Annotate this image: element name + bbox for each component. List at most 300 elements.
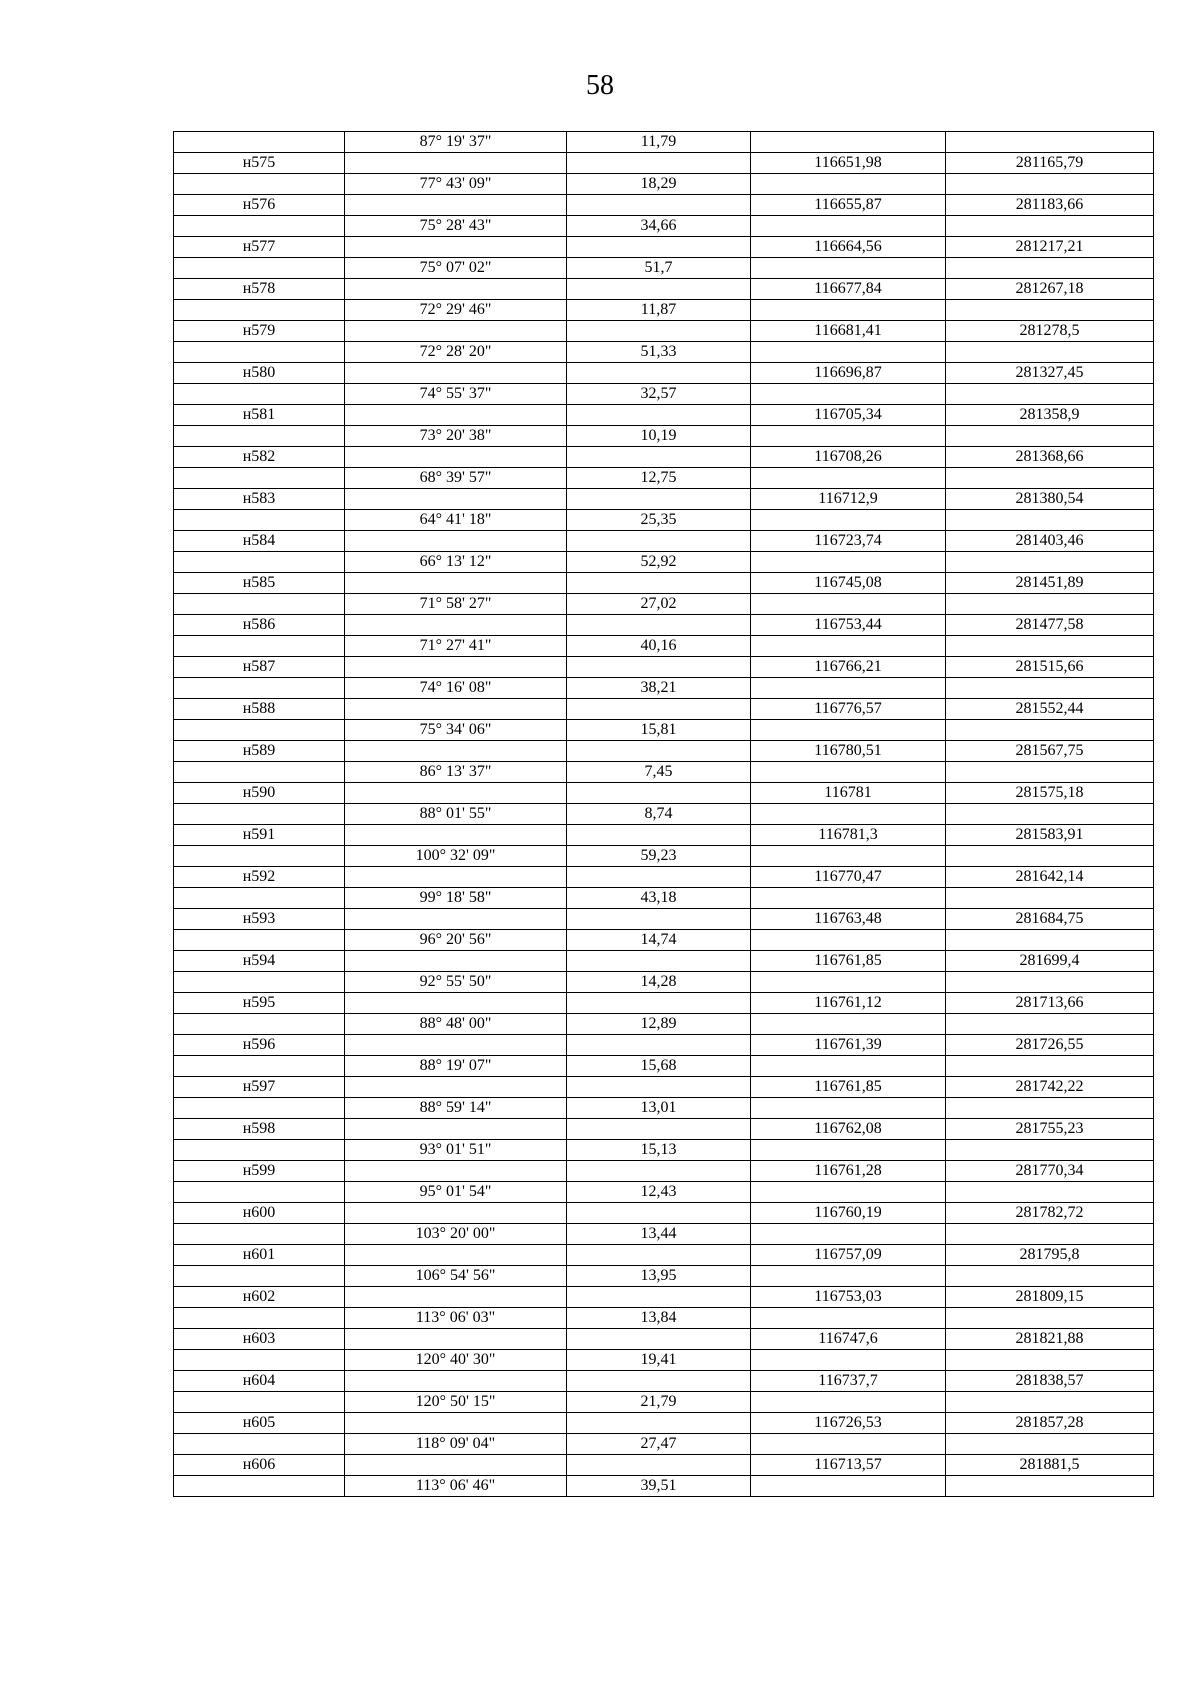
x-coordinate-cell: 116723,74 <box>751 531 946 552</box>
y-coordinate-cell: 281770,34 <box>946 1161 1154 1182</box>
x-coordinate-cell: 116761,39 <box>751 1035 946 1056</box>
point-cell: н589 <box>174 741 345 762</box>
y-coordinate-cell <box>946 552 1154 573</box>
distance-cell: 34,66 <box>567 216 751 237</box>
y-coordinate-cell: 281183,66 <box>946 195 1154 216</box>
point-cell: н604 <box>174 1371 345 1392</box>
table-row <box>174 909 1154 930</box>
point-cell: н592 <box>174 867 345 888</box>
distance-cell: 32,57 <box>567 384 751 405</box>
page-number: 58 <box>586 70 614 101</box>
y-coordinate-cell: 281451,89 <box>946 573 1154 594</box>
y-coordinate-cell: 281583,91 <box>946 825 1154 846</box>
point-cell <box>174 720 345 741</box>
y-coordinate-cell: 281838,57 <box>946 1371 1154 1392</box>
angle-cell: 71° 27' 41" <box>345 636 567 657</box>
x-coordinate-cell: 116780,51 <box>751 741 946 762</box>
point-cell: н599 <box>174 1161 345 1182</box>
table-row <box>174 552 1154 573</box>
x-coordinate-cell <box>751 216 946 237</box>
angle-cell <box>345 909 567 930</box>
distance-cell: 14,28 <box>567 972 751 993</box>
table-row <box>174 825 1154 846</box>
y-coordinate-cell: 281477,58 <box>946 615 1154 636</box>
point-cell <box>174 804 345 825</box>
angle-cell <box>345 153 567 174</box>
angle-cell <box>345 1329 567 1350</box>
distance-cell: 14,74 <box>567 930 751 951</box>
point-cell: н597 <box>174 1077 345 1098</box>
x-coordinate-cell: 116761,85 <box>751 951 946 972</box>
y-coordinate-cell: 281726,55 <box>946 1035 1154 1056</box>
distance-cell: 7,45 <box>567 762 751 783</box>
angle-cell <box>345 1413 567 1434</box>
table-row <box>174 1119 1154 1140</box>
angle-cell <box>345 1035 567 1056</box>
x-coordinate-cell <box>751 384 946 405</box>
y-coordinate-cell <box>946 258 1154 279</box>
x-coordinate-cell <box>751 1308 946 1329</box>
distance-cell <box>567 1119 751 1140</box>
y-coordinate-cell: 281642,14 <box>946 867 1154 888</box>
table-row <box>174 1455 1154 1476</box>
table-row <box>174 1308 1154 1329</box>
table-row <box>174 888 1154 909</box>
x-coordinate-cell <box>751 1476 946 1497</box>
angle-cell: 72° 28' 20" <box>345 342 567 363</box>
table-row <box>174 1329 1154 1350</box>
point-cell: н585 <box>174 573 345 594</box>
table-row <box>174 384 1154 405</box>
angle-cell: 120° 40' 30" <box>345 1350 567 1371</box>
distance-cell: 25,35 <box>567 510 751 531</box>
table-row <box>174 132 1154 153</box>
y-coordinate-cell <box>946 762 1154 783</box>
point-cell: н603 <box>174 1329 345 1350</box>
x-coordinate-cell <box>751 762 946 783</box>
x-coordinate-cell <box>751 804 946 825</box>
distance-cell <box>567 321 751 342</box>
angle-cell <box>345 1203 567 1224</box>
distance-cell: 12,43 <box>567 1182 751 1203</box>
x-coordinate-cell <box>751 1266 946 1287</box>
y-coordinate-cell <box>946 132 1154 153</box>
point-cell: н576 <box>174 195 345 216</box>
angle-cell: 103° 20' 00" <box>345 1224 567 1245</box>
point-cell <box>174 1224 345 1245</box>
x-coordinate-cell <box>751 1140 946 1161</box>
y-coordinate-cell: 281857,28 <box>946 1413 1154 1434</box>
point-cell: н606 <box>174 1455 345 1476</box>
point-cell: н596 <box>174 1035 345 1056</box>
x-coordinate-cell <box>751 678 946 699</box>
x-coordinate-cell: 116781,3 <box>751 825 946 846</box>
distance-cell <box>567 951 751 972</box>
point-cell: н577 <box>174 237 345 258</box>
distance-cell: 11,87 <box>567 300 751 321</box>
distance-cell <box>567 1035 751 1056</box>
y-coordinate-cell <box>946 1266 1154 1287</box>
point-cell <box>174 762 345 783</box>
point-cell: н605 <box>174 1413 345 1434</box>
y-coordinate-cell: 281380,54 <box>946 489 1154 510</box>
point-cell <box>174 972 345 993</box>
point-cell: н582 <box>174 447 345 468</box>
table-row <box>174 1266 1154 1287</box>
angle-cell: 95° 01' 54" <box>345 1182 567 1203</box>
y-coordinate-cell <box>946 594 1154 615</box>
distance-cell <box>567 363 751 384</box>
angle-cell <box>345 1245 567 1266</box>
distance-cell: 15,81 <box>567 720 751 741</box>
x-coordinate-cell <box>751 1434 946 1455</box>
point-cell: н579 <box>174 321 345 342</box>
point-cell: н587 <box>174 657 345 678</box>
point-cell <box>174 1098 345 1119</box>
x-coordinate-cell <box>751 846 946 867</box>
x-coordinate-cell: 116726,53 <box>751 1413 946 1434</box>
table-row <box>174 741 1154 762</box>
point-cell <box>174 1392 345 1413</box>
x-coordinate-cell <box>751 174 946 195</box>
point-cell <box>174 552 345 573</box>
y-coordinate-cell <box>946 636 1154 657</box>
y-coordinate-cell: 281809,15 <box>946 1287 1154 1308</box>
angle-cell: 68° 39' 57" <box>345 468 567 489</box>
distance-cell: 8,74 <box>567 804 751 825</box>
angle-cell <box>345 1119 567 1140</box>
point-cell <box>174 636 345 657</box>
table-row <box>174 1224 1154 1245</box>
point-cell <box>174 1014 345 1035</box>
y-coordinate-cell <box>946 1182 1154 1203</box>
distance-cell: 43,18 <box>567 888 751 909</box>
distance-cell <box>567 237 751 258</box>
table-row <box>174 342 1154 363</box>
table-row <box>174 636 1154 657</box>
y-coordinate-cell: 281552,44 <box>946 699 1154 720</box>
angle-cell: 86° 13' 37" <box>345 762 567 783</box>
y-coordinate-cell <box>946 384 1154 405</box>
angle-cell: 75° 34' 06" <box>345 720 567 741</box>
distance-cell: 27,02 <box>567 594 751 615</box>
y-coordinate-cell <box>946 720 1154 741</box>
y-coordinate-cell: 281782,72 <box>946 1203 1154 1224</box>
table-row <box>174 426 1154 447</box>
x-coordinate-cell: 116713,57 <box>751 1455 946 1476</box>
point-cell <box>174 174 345 195</box>
x-coordinate-cell: 116753,03 <box>751 1287 946 1308</box>
distance-cell: 15,13 <box>567 1140 751 1161</box>
distance-cell <box>567 741 751 762</box>
y-coordinate-cell: 281881,5 <box>946 1455 1154 1476</box>
y-coordinate-cell <box>946 216 1154 237</box>
x-coordinate-cell: 116760,19 <box>751 1203 946 1224</box>
distance-cell: 11,79 <box>567 132 751 153</box>
x-coordinate-cell: 116753,44 <box>751 615 946 636</box>
angle-cell <box>345 951 567 972</box>
table-row <box>174 300 1154 321</box>
distance-cell: 13,44 <box>567 1224 751 1245</box>
point-cell <box>174 1476 345 1497</box>
angle-cell <box>345 741 567 762</box>
point-cell <box>174 468 345 489</box>
distance-cell: 52,92 <box>567 552 751 573</box>
y-coordinate-cell: 281278,5 <box>946 321 1154 342</box>
table-row <box>174 1287 1154 1308</box>
y-coordinate-cell <box>946 510 1154 531</box>
x-coordinate-cell <box>751 552 946 573</box>
y-coordinate-cell <box>946 972 1154 993</box>
distance-cell: 21,79 <box>567 1392 751 1413</box>
table-row <box>174 657 1154 678</box>
x-coordinate-cell: 116651,98 <box>751 153 946 174</box>
x-coordinate-cell: 116762,08 <box>751 1119 946 1140</box>
x-coordinate-cell: 116712,9 <box>751 489 946 510</box>
distance-cell <box>567 909 751 930</box>
angle-cell <box>345 321 567 342</box>
angle-cell: 64° 41' 18" <box>345 510 567 531</box>
table-row <box>174 1014 1154 1035</box>
angle-cell <box>345 573 567 594</box>
distance-cell <box>567 489 751 510</box>
point-cell: н578 <box>174 279 345 300</box>
distance-cell <box>567 1245 751 1266</box>
point-cell: н584 <box>174 531 345 552</box>
y-coordinate-cell <box>946 804 1154 825</box>
angle-cell <box>345 405 567 426</box>
distance-cell <box>567 153 751 174</box>
distance-cell: 59,23 <box>567 846 751 867</box>
y-coordinate-cell: 281795,8 <box>946 1245 1154 1266</box>
x-coordinate-cell <box>751 426 946 447</box>
y-coordinate-cell <box>946 1476 1154 1497</box>
angle-cell <box>345 657 567 678</box>
distance-cell: 10,19 <box>567 426 751 447</box>
table-row <box>174 993 1154 1014</box>
angle-cell <box>345 195 567 216</box>
distance-cell <box>567 657 751 678</box>
table-row <box>174 783 1154 804</box>
table-row <box>174 1140 1154 1161</box>
table-row <box>174 1371 1154 1392</box>
y-coordinate-cell <box>946 426 1154 447</box>
y-coordinate-cell: 281217,21 <box>946 237 1154 258</box>
x-coordinate-cell: 116655,87 <box>751 195 946 216</box>
y-coordinate-cell: 281327,45 <box>946 363 1154 384</box>
distance-cell <box>567 1203 751 1224</box>
table-row <box>174 279 1154 300</box>
y-coordinate-cell <box>946 1140 1154 1161</box>
angle-cell: 75° 07' 02" <box>345 258 567 279</box>
y-coordinate-cell: 281515,66 <box>946 657 1154 678</box>
y-coordinate-cell <box>946 342 1154 363</box>
x-coordinate-cell <box>751 636 946 657</box>
angle-cell <box>345 1287 567 1308</box>
y-coordinate-cell <box>946 300 1154 321</box>
point-cell: н588 <box>174 699 345 720</box>
point-cell <box>174 258 345 279</box>
y-coordinate-cell <box>946 1056 1154 1077</box>
distance-cell <box>567 573 751 594</box>
point-cell <box>174 930 345 951</box>
point-cell <box>174 1182 345 1203</box>
table-row <box>174 678 1154 699</box>
table-row <box>174 762 1154 783</box>
point-cell: н601 <box>174 1245 345 1266</box>
table-row <box>174 1098 1154 1119</box>
x-coordinate-cell <box>751 1014 946 1035</box>
table-row <box>174 321 1154 342</box>
angle-cell: 72° 29' 46" <box>345 300 567 321</box>
distance-cell <box>567 867 751 888</box>
angle-cell <box>345 615 567 636</box>
table-row <box>174 867 1154 888</box>
x-coordinate-cell: 116766,21 <box>751 657 946 678</box>
y-coordinate-cell: 281267,18 <box>946 279 1154 300</box>
point-cell <box>174 678 345 699</box>
distance-cell: 27,47 <box>567 1434 751 1455</box>
angle-cell <box>345 363 567 384</box>
distance-cell <box>567 279 751 300</box>
x-coordinate-cell: 116770,47 <box>751 867 946 888</box>
table-row <box>174 804 1154 825</box>
distance-cell: 15,68 <box>567 1056 751 1077</box>
angle-cell: 100° 32' 09" <box>345 846 567 867</box>
point-cell: н583 <box>174 489 345 510</box>
angle-cell <box>345 531 567 552</box>
angle-cell <box>345 1371 567 1392</box>
coordinates-table <box>173 131 1154 1497</box>
angle-cell: 99° 18' 58" <box>345 888 567 909</box>
angle-cell <box>345 825 567 846</box>
y-coordinate-cell <box>946 1308 1154 1329</box>
point-cell: н594 <box>174 951 345 972</box>
angle-cell <box>345 867 567 888</box>
table-row <box>174 1077 1154 1098</box>
table-row <box>174 972 1154 993</box>
point-cell <box>174 216 345 237</box>
table-row <box>174 363 1154 384</box>
x-coordinate-cell <box>751 300 946 321</box>
distance-cell: 18,29 <box>567 174 751 195</box>
point-cell: н581 <box>174 405 345 426</box>
y-coordinate-cell <box>946 1014 1154 1035</box>
angle-cell <box>345 993 567 1014</box>
angle-cell <box>345 1161 567 1182</box>
table-row <box>174 1434 1154 1455</box>
angle-cell: 73° 20' 38" <box>345 426 567 447</box>
y-coordinate-cell: 281575,18 <box>946 783 1154 804</box>
y-coordinate-cell <box>946 1224 1154 1245</box>
table-row <box>174 510 1154 531</box>
table-row <box>174 237 1154 258</box>
distance-cell <box>567 1371 751 1392</box>
y-coordinate-cell <box>946 1350 1154 1371</box>
table-row <box>174 153 1154 174</box>
angle-cell: 88° 48' 00" <box>345 1014 567 1035</box>
x-coordinate-cell <box>751 1056 946 1077</box>
distance-cell <box>567 1329 751 1350</box>
angle-cell: 113° 06' 46" <box>345 1476 567 1497</box>
y-coordinate-cell <box>946 846 1154 867</box>
x-coordinate-cell <box>751 1098 946 1119</box>
x-coordinate-cell <box>751 1350 946 1371</box>
x-coordinate-cell: 116696,87 <box>751 363 946 384</box>
x-coordinate-cell: 116761,85 <box>751 1077 946 1098</box>
x-coordinate-cell: 116761,12 <box>751 993 946 1014</box>
angle-cell <box>345 489 567 510</box>
table-row <box>174 1392 1154 1413</box>
angle-cell: 88° 19' 07" <box>345 1056 567 1077</box>
point-cell <box>174 1434 345 1455</box>
point-cell: н602 <box>174 1287 345 1308</box>
angle-cell: 74° 16' 08" <box>345 678 567 699</box>
table-row <box>174 699 1154 720</box>
table-row <box>174 1245 1154 1266</box>
x-coordinate-cell <box>751 258 946 279</box>
y-coordinate-cell: 281713,66 <box>946 993 1154 1014</box>
y-coordinate-cell <box>946 174 1154 195</box>
x-coordinate-cell <box>751 468 946 489</box>
point-cell: н580 <box>174 363 345 384</box>
y-coordinate-cell <box>946 888 1154 909</box>
distance-cell: 38,21 <box>567 678 751 699</box>
y-coordinate-cell: 281403,46 <box>946 531 1154 552</box>
table-row <box>174 216 1154 237</box>
distance-cell <box>567 1077 751 1098</box>
angle-cell <box>345 1077 567 1098</box>
distance-cell: 40,16 <box>567 636 751 657</box>
table-row <box>174 1182 1154 1203</box>
distance-cell <box>567 195 751 216</box>
angle-cell: 75° 28' 43" <box>345 216 567 237</box>
x-coordinate-cell: 116757,09 <box>751 1245 946 1266</box>
x-coordinate-cell: 116747,6 <box>751 1329 946 1350</box>
x-coordinate-cell <box>751 930 946 951</box>
x-coordinate-cell: 116708,26 <box>751 447 946 468</box>
angle-cell: 77° 43' 09" <box>345 174 567 195</box>
x-coordinate-cell: 116664,56 <box>751 237 946 258</box>
table-row <box>174 594 1154 615</box>
point-cell: н595 <box>174 993 345 1014</box>
y-coordinate-cell: 281165,79 <box>946 153 1154 174</box>
table-row <box>174 1035 1154 1056</box>
table-row <box>174 468 1154 489</box>
angle-cell <box>345 1455 567 1476</box>
x-coordinate-cell <box>751 132 946 153</box>
distance-cell <box>567 447 751 468</box>
y-coordinate-cell: 281755,23 <box>946 1119 1154 1140</box>
x-coordinate-cell <box>751 342 946 363</box>
point-cell <box>174 1056 345 1077</box>
x-coordinate-cell <box>751 972 946 993</box>
x-coordinate-cell: 116761,28 <box>751 1161 946 1182</box>
y-coordinate-cell: 281821,88 <box>946 1329 1154 1350</box>
distance-cell: 51,7 <box>567 258 751 279</box>
table-row <box>174 930 1154 951</box>
distance-cell <box>567 531 751 552</box>
x-coordinate-cell: 116776,57 <box>751 699 946 720</box>
point-cell <box>174 594 345 615</box>
angle-cell: 92° 55' 50" <box>345 972 567 993</box>
table-row <box>174 174 1154 195</box>
table-row <box>174 615 1154 636</box>
angle-cell <box>345 783 567 804</box>
x-coordinate-cell <box>751 888 946 909</box>
point-cell <box>174 300 345 321</box>
point-cell: н586 <box>174 615 345 636</box>
